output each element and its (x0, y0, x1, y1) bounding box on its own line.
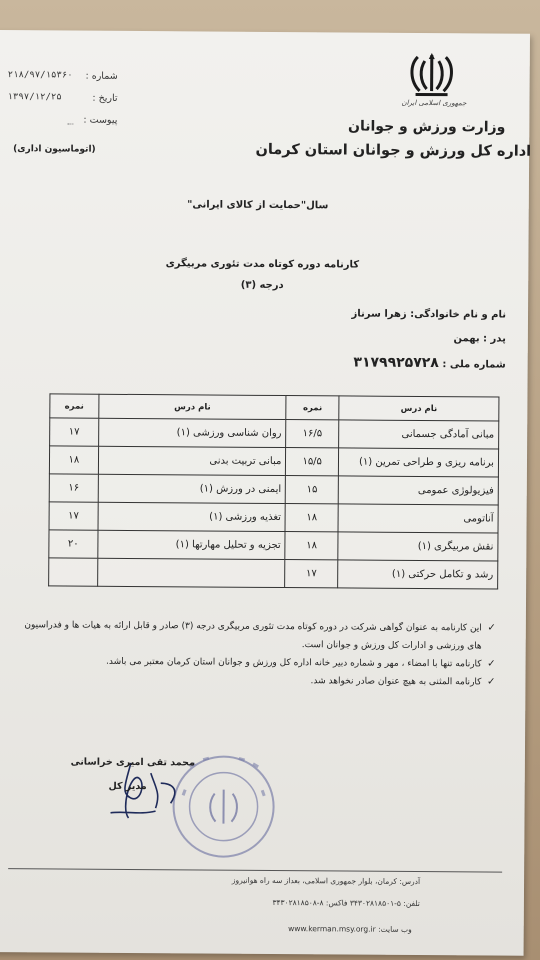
website-label: وب سایت: (378, 924, 412, 934)
letter-number-value: ۲۱۸/۹۷/۱۵۳۶۰ (7, 70, 73, 81)
letter-attachment-label: پیوست : (83, 114, 118, 126)
father-name-label: پدر : (483, 333, 506, 345)
course-name: فیزیولوژی عمومی (338, 476, 498, 505)
table-row (49, 530, 498, 561)
course-score: ۱۸ (285, 532, 338, 560)
note-text: این کارنامه به عنوان گواهی شرکت در دوره کوتاه مدت تئوری مربیگری درجه (۳) صادر و قابل ارائه به هیات ها و فدراسیون های ورزشی و ادارات کل ورزش و جوانان است. (24, 620, 482, 652)
course-name: آناتومی (338, 504, 498, 533)
document-title: کارنامه دوره کوتاه مدت تئوری مربیگری (165, 258, 360, 271)
table-row (49, 558, 498, 589)
course-score: ۲۰ (49, 530, 98, 558)
grades-table-header (50, 394, 499, 421)
national-id-value: ۳۱۷۹۹۲۵۷۲۸ (353, 354, 439, 372)
national-id-label: شماره ملی : (442, 359, 506, 371)
course-score: ۱۷ (49, 502, 98, 530)
student-name-label: نام و نام خانوادگی: (410, 308, 507, 321)
student-name-row (352, 309, 507, 321)
website-link[interactable]: www.kerman.msy.org.ir (288, 924, 376, 934)
checkmark-icon: ✓ (487, 676, 496, 688)
course-score: ۱۸ (285, 504, 338, 532)
header-score-2: نمره (50, 394, 99, 418)
office-name: اداره کل ورزش و جوانان استان کرمان (255, 141, 532, 160)
footer-divider (8, 868, 502, 872)
table-row (50, 418, 499, 449)
course-name: تجزیه و تحلیل مهارتها (۱) (98, 530, 286, 559)
course-name: مبانی تربیت بدنی (98, 446, 286, 475)
course-score: ۱۸ (49, 446, 98, 474)
ministry-caption: جمهوری اسلامی ایران (401, 98, 467, 108)
letter-number-label: شماره : (85, 70, 118, 82)
letter-date-row (7, 92, 117, 107)
note-text: کارنامه المثنی به هیچ عنوان صادر نخواهد شد. (310, 676, 482, 688)
header-score-1: نمره (286, 396, 339, 420)
student-name-value: زهرا سرناز (351, 308, 407, 320)
footer-phone: تلفن: ۵-۳۴۳۰۲۸۱۸۵۰۱ فاکس: ۸-۳۴۳۰۲۸۱۸۵۰۸ (272, 897, 420, 908)
course-name: رشد و تکامل حرکتی (۱) (338, 560, 498, 589)
letter-date-value: ۱۳۹۷/۱۲/۲۵ (7, 92, 62, 103)
course-name: ایمنی در ورزش (۱) (98, 474, 286, 503)
footer-website-row (288, 924, 412, 934)
course-name: برنامه ریزی و طراحی تمرین (۱) (338, 448, 498, 477)
document-grade: درجه (۳) (240, 279, 284, 292)
course-score: ۱۵ (286, 476, 339, 504)
automation-note: (اتوماسیون اداری) (13, 144, 96, 155)
footer-address: آدرس: کرمان، بلوار جمهوری اسلامی، بعداز سه راه هوانیروز (231, 875, 421, 886)
course-score (49, 558, 98, 586)
signer-title: مدیر کل (108, 780, 147, 793)
grades-table (48, 393, 499, 589)
course-score: ۱۷ (50, 418, 99, 446)
header-course-1: نام درس (339, 396, 499, 421)
father-name-row (453, 333, 505, 344)
course-name: مبانی آمادگی جسمانی (339, 420, 499, 449)
header-course-2: نام درس (99, 394, 287, 419)
note-text: کارنامه تنها با امضاء ، مهر و شماره دبیر خانه اداره کل ورزش و جوانان استان کرمان معتبر می باشد. (106, 656, 482, 670)
checkmark-icon: ✓ (487, 658, 496, 670)
letter-date-label: تاریخ : (92, 92, 118, 104)
signer-name: محمد تقی امیری خراسانی (70, 756, 195, 769)
notes-section (13, 616, 495, 691)
checkmark-icon: ✓ (487, 622, 496, 634)
attachment-dotted-line (67, 124, 73, 125)
course-score: ۱۷ (285, 560, 338, 588)
letter-number-row (8, 70, 118, 85)
father-name-value: بهمن (453, 333, 480, 345)
document-page (0, 30, 530, 956)
course-score: ۱۶/۵ (286, 420, 339, 448)
note-item (14, 616, 496, 655)
national-id-row (353, 355, 505, 372)
table-row (49, 446, 498, 477)
iran-emblem-icon (406, 51, 458, 99)
letter-attachment-row (7, 114, 117, 129)
year-motto: سال"حمایت از کالای ایرانی" (187, 199, 329, 212)
course-name: تغذیه ورزشی (۱) (98, 502, 286, 531)
course-name (97, 558, 285, 587)
ministry-name: وزارت ورزش و جوانان (347, 118, 506, 136)
note-item (13, 670, 495, 691)
table-row (49, 502, 498, 533)
course-score: ۱۵/۵ (286, 448, 339, 476)
table-row (49, 474, 498, 505)
course-name: نقش مربیگری (۱) (338, 532, 498, 561)
course-score: ۱۶ (49, 474, 98, 502)
course-name: روان شناسی ورزشی (۱) (98, 418, 286, 447)
